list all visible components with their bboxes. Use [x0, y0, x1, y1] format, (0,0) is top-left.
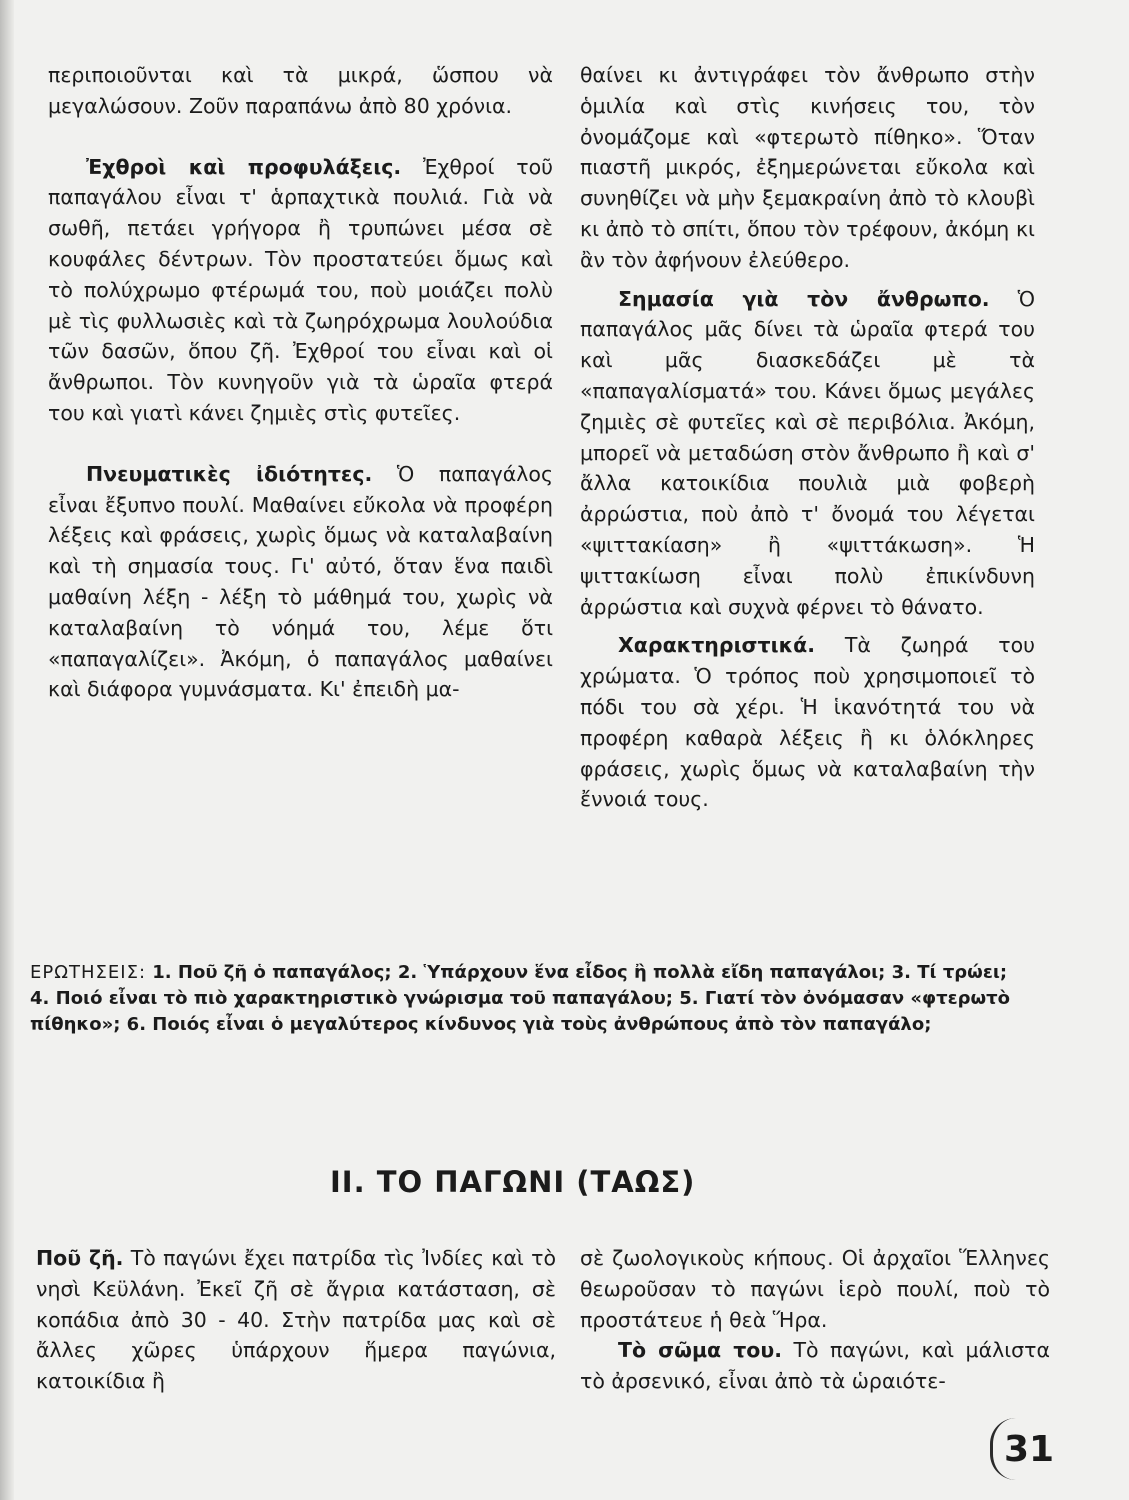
- paragraph: σὲ ζωολογικοὺς κήπους. Οἱ ἀρχαῖοι Ἕλληνες θεωροῦσαν τὸ παγώνι ἱερὸ πουλί, ποὺ τὸ προστάτευε ἡ θεὰ Ἥρα.: [580, 1246, 1050, 1332]
- paragraph: [48, 152, 553, 429]
- left-column: [48, 60, 553, 705]
- paragraph-text: Ἐχθροί τοῦ παπαγάλου εἶναι τ' ἁρπαχτικὰ πουλιά. Γιὰ νὰ σωθῆ, πετάει γρήγορα ἢ τρυπώνει μέσα σὲ κουφάλες δέντρων. Τὸν προστατεύει ὅμως καὶ τὸ πολύχρωμο φτέρωμά του, ποὺ μοιάζει πολὺ μὲ τὶς φυλλωσιὲς καὶ τὰ ζωηρόχρωμα λουλούδια τῶν δασῶν, ὅπου ζῆ. Ἐχθροί του εἶναι καὶ οἱ ἄνθρωποι. Τὸν κυνηγοῦν γιὰ τὰ ὡραῖα φτερά του καὶ γιατὶ κάνει ζημιὲς στὶς φυτεῖες.: [48, 154, 553, 425]
- paragraph-text: Ὁ παπαγάλος εἶναι ἔξυπνο πουλί. Μαθαίνει εὔκολα νὰ προφέρη λέξεις καὶ φράσεις, χωρὶς ὅμως νὰ καταλαβαίνη καὶ τὴ σημασία τους. Γι' αὐτό, ὅταν ἕνα παιδὶ μαθαίνη λέξη - λέξη τὸ μάθημά του, χωρὶς νὰ καταλαβαίνη τὸ νόημά του, λέμε ὅτι «παπαγαλίζει». Ἀκόμη, ὁ παπαγάλος μαθαίνει καὶ διάφορα γυμνάσματα. Κι' ἐπειδὴ μα-: [48, 461, 553, 702]
- paragraph-text: Τὰ ζωηρά του χρώματα. Ὁ τρόπος ποὺ χρησιμοποιεῖ τὸ πόδι του σὰ χέρι. Ἡ ἱκανότητά του νὰ προφέρη καθαρὰ λέξεις ἢ κι ὁλόκληρες φράσεις, χωρὶς ὅμως νὰ καταλαβαίνη τὴν ἔννοιά τους.: [580, 633, 1035, 812]
- paragraph-text: Τὸ παγώνι, καὶ μάλιστα τὸ ἀρσενικό, εἶναι ἀπὸ τὰ ὡραιότε-: [580, 1338, 1050, 1394]
- paragraph-heading: Σημασία γιὰ τὸν ἄνθρωπο.: [618, 286, 990, 311]
- questions-text: 1. Ποῦ ζῆ ὁ παπαγάλος; 2. Ὑπάρχουν ἕνα εἶδος ἢ πολλὰ εἴδη παπαγάλοι; 3. Τί τρώει; 4. Ποιό εἶναι τὸ πιὸ χαρακτηριστικὸ γνώρισμα τοῦ παπαγάλου; 5. Γιατί τὸν ὀνόμασαν «φτερωτὸ πίθηκο»; 6. Ποιός εἶναι ὁ μεγαλύτερος κίνδυνος γιὰ τοὺς ἀνθρώπους ἀπὸ τὸν παπαγάλο;: [30, 962, 1010, 1035]
- peacock-left-column: [36, 1243, 556, 1397]
- paragraph: θαίνει κι ἀντιγράφει τὸν ἄνθρωπο στὴν ὁμιλία καὶ στὶς κινήσεις του, τὸν ὀνομάζομε καὶ «φτερωτὸ πίθηκο». Ὅταν πιαστῆ μικρός, ἐξημερώνεται εὔκολα καὶ συνηθίζει νὰ μὴν ξεμακραίνη ἀπὸ τὸ κλουβὶ κι ἀπὸ τὸ σπίτι, ὅπου τὸν τρέφουν, ἀκόμη κι ἂν τὸν ἀφήνουν ἐλεύθερο.: [580, 63, 1035, 272]
- paragraph-text: Τὸ παγώνι ἔχει πατρίδα τὶς Ἰνδίες καὶ τὸ νησὶ Κεϋλάνη. Ἐκεῖ ζῆ σὲ ἄγρια κατάσταση, σὲ κοπάδια ἀπὸ 30 - 40. Στὴν πατρίδα μας καὶ σὲ ἄλλες χῶρες ὑπάρχουν ἥμερα παγώνια, κατοικίδια ἢ: [36, 1246, 557, 1394]
- right-column: [580, 60, 1035, 815]
- paragraph-heading: Χαρακτηριστικά.: [618, 633, 816, 658]
- questions-box: [30, 960, 1030, 1038]
- paragraph-heading: Ἐχθροὶ καὶ προφυλάξεις.: [86, 154, 402, 179]
- section-title: II. ΤΟ ΠΑΓΩΝΙ (ΤΑΩΣ): [330, 1165, 696, 1199]
- paragraph: [48, 459, 553, 705]
- peacock-right-column: [580, 1243, 1050, 1397]
- paragraph: [36, 1243, 556, 1397]
- paragraph: περιποιοῦνται καὶ τὰ μικρά, ὥσπου νὰ μεγαλώσουν. Ζοῦν παραπάνω ἀπὸ 80 χρόνια.: [48, 63, 553, 118]
- paragraph-heading: Πνευματικὲς ἰδιότητες.: [86, 461, 373, 486]
- paragraph: [580, 1335, 1050, 1397]
- paragraph: [580, 284, 1035, 623]
- questions-label: ΕΡΩΤΗΣΕΙΣ:: [30, 962, 147, 983]
- paragraph-heading: Ποῦ ζῆ.: [36, 1246, 124, 1270]
- page-number: 31: [990, 1418, 1065, 1480]
- paragraph: [580, 630, 1035, 815]
- page-spine-shadow: [0, 0, 14, 1500]
- paragraph-text: Ὁ παπαγάλος μᾶς δίνει τὰ ὡραῖα φτερά του καὶ μᾶς διασκεδάζει μὲ τὰ «παπαγαλίσματά» του. Κάνει ὅμως μεγάλες ζημιὲς σὲ φυτεῖες καὶ σὲ περιβόλια. Ἀκόμη, μπορεῖ νὰ μεταδώση στὸν ἄνθρωπο ἢ καὶ σ' ἄλλα κατοικίδια πουλιὰ μιὰ φοβερὴ ἀρρώστια, ποὺ ἀπὸ τ' ὄνομά του λέγεται «ψιττακίαση» ἢ «ψιττάκωση». Ἡ ψιττακίωση εἶναι πολὺ ἐπικίνδυνη ἀρρώστια καὶ συχνὰ φέρνει τὸ θάνατο.: [580, 286, 1035, 619]
- paragraph-heading: Τὸ σῶμα του.: [618, 1338, 782, 1363]
